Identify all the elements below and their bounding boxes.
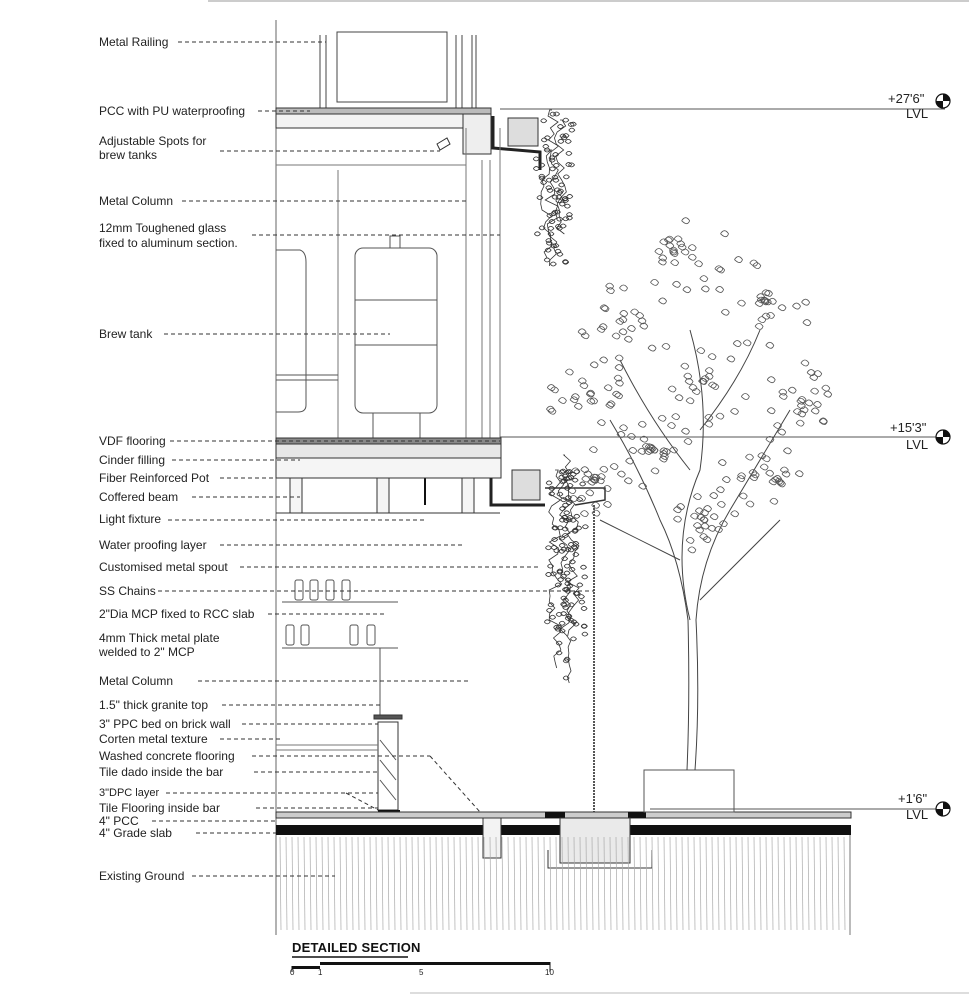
leaf-mark	[710, 493, 718, 499]
leaf-mark	[603, 501, 611, 507]
label-corten: Corten metal texture	[99, 732, 208, 746]
level-markers	[936, 94, 950, 816]
leaf-mark	[822, 385, 830, 391]
leaf-mark	[778, 305, 786, 311]
vine-leaf	[582, 575, 588, 579]
leaf-mark	[727, 356, 735, 362]
leaf-mark	[746, 501, 754, 507]
leaf-mark	[783, 448, 791, 454]
leaf-mark	[686, 537, 694, 543]
leaf-mark	[688, 254, 696, 260]
leaf-mark	[681, 428, 689, 434]
vine-leaf	[550, 112, 556, 116]
leaf-mark	[658, 415, 666, 421]
leaf-mark	[624, 478, 632, 484]
leaf-mark	[574, 403, 582, 409]
vine-leaf	[580, 482, 586, 486]
leaf-mark	[731, 511, 739, 517]
leaf-mark	[689, 385, 697, 391]
leaf-mark	[720, 231, 728, 237]
leaf-mark	[715, 266, 723, 272]
leaf-mark	[716, 487, 724, 493]
vine-leaf	[553, 163, 559, 167]
leaf-mark	[627, 433, 635, 439]
leaf-mark	[674, 236, 682, 242]
leaf-mark	[768, 298, 776, 304]
leaf-mark	[716, 286, 724, 292]
leaf-mark	[631, 309, 639, 315]
vine-leaf	[559, 536, 565, 540]
label-coffered-beam: Coffered beam	[99, 490, 179, 504]
leaf-mark	[743, 340, 751, 346]
leaf-mark	[780, 467, 788, 473]
level-marker-quadrant	[943, 430, 950, 437]
leaf-mark	[741, 394, 749, 400]
leaf-mark	[811, 388, 819, 394]
vine-leaf	[580, 565, 586, 569]
leaf-mark	[811, 408, 819, 414]
vine-leaf	[548, 226, 554, 230]
leaf-mark	[796, 420, 804, 426]
label-light-fixture: Light fixture	[99, 512, 162, 526]
leaf-mark	[590, 362, 598, 368]
label-vdf-flooring: VDF flooring	[99, 434, 166, 448]
tree-illustration	[600, 330, 790, 770]
label-pcc-waterproofing: PCC with PU waterproofing	[99, 104, 246, 118]
vine-leaf	[582, 632, 588, 636]
leaf-mark	[733, 341, 741, 347]
top-slab	[276, 108, 491, 154]
leaf-mark	[581, 467, 589, 473]
leaf-mark	[655, 249, 663, 255]
vine-leaf	[559, 621, 565, 625]
leaf-mark	[662, 343, 670, 349]
leaf-mark	[606, 402, 614, 408]
level-value-middle: +15'3"	[890, 420, 927, 435]
leaf-mark	[813, 401, 821, 407]
leaf-mark	[610, 464, 618, 470]
leaf-mark	[734, 257, 742, 263]
leaf-mark	[629, 447, 637, 453]
leader-line	[430, 756, 480, 812]
vine-leaf	[545, 546, 551, 550]
scale-tick-5: 5	[419, 968, 424, 977]
level-value-top: +27'6"	[888, 91, 925, 106]
vine-leaf	[563, 118, 569, 122]
label-brew-tanks-line2: brew tanks	[99, 148, 158, 162]
vine-leaf	[564, 511, 570, 515]
level-text-top: LVL	[906, 106, 929, 121]
leaf-mark	[788, 387, 796, 393]
leaf-mark	[648, 345, 656, 351]
leaf-mark	[730, 408, 738, 414]
leaf-mark	[721, 309, 729, 315]
label-tile-flooring: Tile Flooring inside bar	[99, 801, 220, 815]
leaf-mark	[795, 471, 803, 477]
leaf-mark	[695, 261, 703, 267]
level-marker-quadrant	[936, 101, 943, 108]
leaf-mark	[578, 329, 586, 335]
leaf-mark	[688, 245, 696, 251]
level-marker-quadrant	[943, 802, 950, 809]
leaf-mark	[672, 281, 680, 287]
vine-leaf	[559, 183, 565, 187]
hanging-plants	[533, 110, 588, 683]
vine-leaf	[546, 608, 552, 612]
vine-leaf	[546, 481, 552, 485]
scale-tick-0: 0	[290, 968, 295, 977]
leaf-mark	[703, 506, 711, 512]
leaf-mark	[619, 329, 627, 335]
label-waterproofing-layer: Water proofing layer	[99, 538, 207, 552]
vine-leaf	[564, 571, 570, 575]
leaf-mark	[737, 300, 745, 306]
leaf-mark	[612, 333, 620, 339]
brew-tanks	[276, 236, 437, 438]
leaf-mark	[802, 299, 810, 305]
leaf-mark	[684, 438, 692, 444]
vine-leaf	[533, 157, 539, 161]
leaf-mark	[801, 360, 809, 366]
vine-leaf	[558, 139, 564, 143]
leaf-mark	[619, 425, 627, 431]
label-adjustable-spots: Adjustable Spots for	[99, 134, 207, 148]
leaf-mark	[688, 547, 696, 553]
vine-leaf	[562, 557, 568, 561]
leaf-mark	[717, 267, 725, 273]
leaf-mark	[718, 460, 726, 466]
vine-leaf	[577, 498, 583, 502]
vine-leaf	[567, 483, 573, 487]
leaf-mark	[672, 414, 680, 420]
leaf-mark	[705, 368, 713, 374]
leaf-mark	[616, 318, 624, 324]
leaf-mark	[624, 336, 632, 342]
leaf-mark	[675, 395, 683, 401]
leaf-mark	[597, 420, 605, 426]
level-marker-quadrant	[936, 437, 943, 444]
leaf-mark	[701, 286, 709, 292]
vine-leaf	[578, 595, 584, 599]
vine-leaf	[550, 615, 556, 619]
label-metal-column-bottom: Metal Column	[99, 674, 174, 688]
label-glass-fixing: fixed to aluminum section.	[99, 236, 238, 250]
vine-leaf	[563, 217, 569, 221]
middle-slab	[276, 438, 501, 513]
label-pcc: 4" PCC	[99, 814, 139, 828]
label-mcp-fixed: 2"Dia MCP fixed to RCC slab	[99, 607, 255, 621]
leaf-mark	[717, 501, 725, 507]
leaf-mark	[668, 386, 676, 392]
bar-wall	[276, 715, 402, 818]
leader-line	[346, 793, 378, 810]
leaf-mark	[798, 411, 806, 417]
leaf-mark	[803, 320, 811, 326]
leaf-mark	[739, 493, 747, 499]
leaf-mark	[547, 385, 555, 391]
leaf-mark	[762, 313, 770, 319]
leaf-mark	[650, 279, 658, 285]
leaf-mark	[607, 401, 615, 407]
label-metal-column-top: Metal Column	[99, 194, 174, 208]
vine-leaf	[561, 602, 567, 606]
metal-railing	[320, 32, 476, 110]
leaf-mark	[697, 348, 705, 354]
leaf-mark	[565, 369, 573, 375]
vine-leaf	[577, 583, 583, 587]
label-ppc-bed: 3" PPC bed on brick wall	[99, 717, 231, 731]
leaf-mark	[710, 514, 718, 520]
leaf-mark	[592, 502, 600, 508]
leaf-mark	[824, 391, 832, 397]
spot-light	[437, 138, 450, 150]
vine-leaf	[571, 545, 577, 549]
leaf-mark	[600, 357, 608, 363]
leaf-mark	[681, 363, 689, 369]
leaf-mark	[770, 498, 778, 504]
leaf-mark	[615, 355, 623, 361]
leaf-mark	[684, 373, 692, 379]
leaf-mark	[766, 342, 774, 348]
label-brew-tank: Brew tank	[99, 327, 153, 341]
vine-leaf	[534, 232, 540, 236]
leaf-mark	[755, 323, 763, 329]
leaf-mark	[546, 406, 554, 412]
label-metal-plate-line2: welded to 2" MCP	[99, 645, 195, 659]
vine-leaf	[582, 525, 588, 529]
level-text-bottom: LVL	[906, 807, 929, 822]
scale-tick-1: 1	[318, 968, 323, 977]
leaf-mark	[766, 470, 774, 476]
leaf-mark	[671, 260, 679, 266]
vine-leaf	[550, 262, 556, 266]
vine-leaf	[570, 637, 576, 641]
leaf-mark	[792, 303, 800, 309]
leaf-mark	[745, 454, 753, 460]
leaf-mark	[722, 477, 730, 483]
vine-leaf	[559, 543, 565, 547]
label-ss-chains: SS Chains	[99, 584, 156, 598]
vine-leaf	[541, 119, 547, 123]
leaf-mark	[638, 448, 646, 454]
existing-ground-hatch	[280, 837, 845, 930]
leaf-mark	[586, 490, 594, 496]
vine-leaf	[568, 603, 574, 607]
ground-slab	[276, 770, 851, 868]
level-text-middle: LVL	[906, 437, 929, 452]
leaf-mark	[600, 466, 608, 472]
leaf-mark	[750, 260, 758, 266]
leaf-mark	[619, 317, 627, 323]
label-tile-dado: Tile dado inside the bar	[99, 765, 224, 779]
leaf-mark	[620, 310, 628, 316]
leaf-mark	[682, 218, 690, 224]
vine-leaf	[537, 196, 543, 200]
leaf-mark	[708, 354, 716, 360]
leaf-mark	[638, 318, 646, 324]
leaf-mark	[686, 398, 694, 404]
leaf-mark	[711, 384, 719, 390]
leaf-mark	[580, 511, 588, 517]
vine-leaf	[547, 214, 553, 218]
leaf-mark	[638, 421, 646, 427]
level-marker-quadrant	[943, 94, 950, 101]
vine-leaf	[569, 128, 575, 132]
label-fiber-pot: Fiber Reinforced Pot	[99, 471, 210, 485]
vine-leaf	[562, 503, 568, 507]
drawing-title: DETAILED SECTION	[292, 940, 421, 955]
leaf-mark	[767, 377, 775, 383]
vine-leaf	[573, 552, 579, 556]
leaf-mark	[760, 464, 768, 470]
leaf-mark	[606, 288, 614, 294]
leaf-mark	[558, 397, 566, 403]
leaf-mark	[619, 285, 627, 291]
label-metal-plate: 4mm Thick metal plate	[99, 631, 220, 645]
leaf-mark	[615, 393, 623, 399]
label-metal-railing: Metal Railing	[99, 35, 169, 49]
vine-leaf	[551, 545, 557, 549]
leaf-mark	[767, 408, 775, 414]
label-grade-slab: 4" Grade slab	[99, 826, 172, 840]
leaf-mark	[627, 325, 635, 331]
level-marker-quadrant	[936, 809, 943, 816]
label-metal-spout: Customised metal spout	[99, 560, 228, 574]
vine-leaf	[581, 606, 587, 610]
bottle-shelf	[282, 580, 398, 715]
leaf-mark	[604, 385, 612, 391]
vine-leaf	[572, 478, 578, 482]
leaf-mark	[693, 494, 701, 500]
label-cinder-filling: Cinder filling	[99, 453, 166, 467]
vine-leaf	[544, 620, 550, 624]
label-existing-ground: Existing Ground	[99, 869, 185, 883]
scale-tick-10: 10	[545, 968, 554, 977]
leaf-mark	[667, 423, 675, 429]
label-granite-top: 1.5" thick granite top	[99, 698, 208, 712]
leaf-mark	[551, 387, 559, 393]
vine-leaf	[564, 204, 570, 208]
leaf-mark	[617, 471, 625, 477]
vine-leaf	[574, 514, 580, 518]
leaf-mark	[778, 429, 786, 435]
leaf-mark	[589, 447, 597, 453]
label-dpc-layer: 3"DPC layer	[99, 787, 160, 799]
label-toughened-glass: 12mm Toughened glass	[99, 221, 227, 235]
leaf-mark	[805, 400, 813, 406]
vine-leaf	[533, 167, 539, 171]
vine-leaf	[579, 600, 585, 604]
vine-leaf	[566, 151, 572, 155]
label-washed-concrete: Washed concrete flooring	[99, 749, 235, 763]
leaf-mark	[683, 287, 691, 293]
vine-leaf	[563, 175, 569, 179]
leaf-mark	[716, 413, 724, 419]
leaf-mark	[651, 468, 659, 474]
leaf-mark	[615, 365, 623, 371]
leaf-mark	[758, 317, 766, 323]
vine-leaf	[544, 258, 550, 262]
leaf-mark	[700, 276, 708, 282]
vine-leaf	[549, 167, 555, 171]
leaf-mark	[673, 516, 681, 522]
level-value-bottom: +1'6"	[898, 791, 928, 806]
vine-leaf	[565, 139, 571, 143]
leaf-mark	[659, 298, 667, 304]
vine-leaf	[567, 194, 573, 198]
leaf-mark	[798, 396, 806, 402]
middle-planter	[491, 470, 605, 505]
